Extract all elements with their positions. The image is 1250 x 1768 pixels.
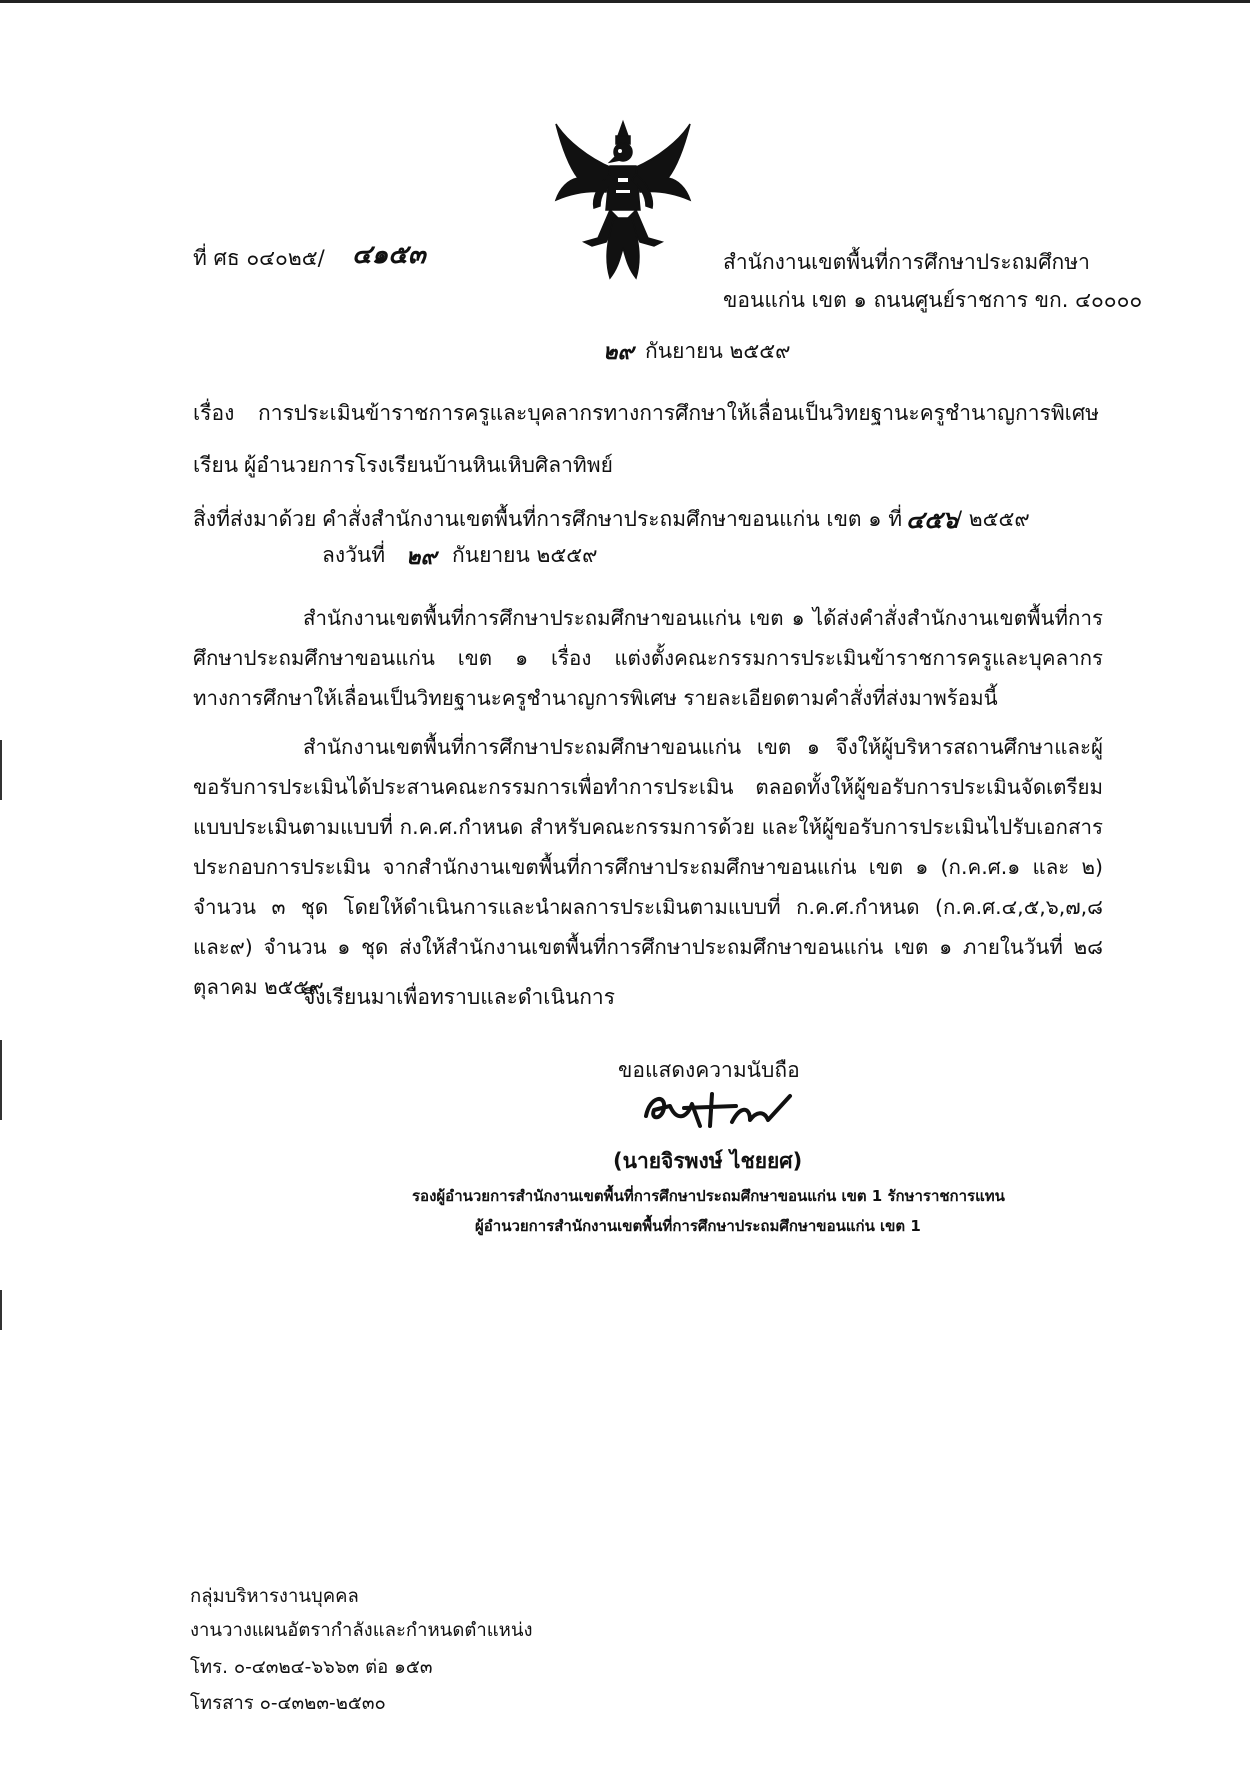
signatory-name: (นายจิรพงษ์ ไชยยศ) — [613, 1149, 803, 1173]
scan-mark — [0, 740, 2, 800]
enclosure-date-prefix: ลงวันที่ — [322, 543, 386, 567]
closing-line: จึงเรียนมาเพื่อทราบและดำเนินการ — [303, 985, 615, 1009]
enclosure-number-handwritten: ๔๕๖ — [906, 505, 958, 534]
signatory-position-line2: ผู้อำนวยการสำนักงานเขตพื้นที่การศึกษาประถมศึกษาขอนแก่น เขต 1 — [475, 1217, 921, 1235]
subject-label: เรื่อง — [193, 401, 235, 425]
recipient-text: ผู้อำนวยการโรงเรียนบ้านหินเหิบศิลาทิพย์ — [244, 453, 613, 477]
body-paragraph-1-text: สำนักงานเขตพื้นที่การศึกษาประถมศึกษาขอนแก่น เขต ๑ ได้ส่งคำสั่งสำนักงานเขตพื้นที่การศึกษาประถมศึกษาขอนแก่น เขต ๑ เรื่อง แต่งตั้งคณะกรรมการประเมินข้าราชการครูและบุคลากรทางการศึกษาให้เลื่อนเป็นวิทยฐานะครูชำนาญการพิเศษ รายละเอียดตามคำสั่งที่ส่งมาพร้อมนี้ — [193, 606, 1103, 710]
footer-fax: โทรสาร ๐-๔๓๒๓-๒๕๓๐ — [190, 1693, 386, 1714]
reference-number-handwritten: ๔๑๕๓ — [352, 240, 426, 270]
letter-date: กันยายน ๒๕๕๙ — [645, 339, 791, 363]
enclosure-year: / ๒๕๕๙ — [955, 507, 1030, 531]
recipient-label: เรียน — [193, 453, 239, 477]
scan-mark — [0, 1290, 2, 1330]
enclosure-text: คำสั่งสำนักงานเขตพื้นที่การศึกษาประถมศึกษาขอนแก่น เขต ๑ ที่ — [322, 507, 903, 531]
footer-section: งานวางแผนอัตรากำลังและกำหนดตำแหน่ง — [190, 1620, 533, 1641]
body-paragraph-2 — [193, 727, 1103, 1007]
garuda-emblem — [548, 118, 698, 283]
date-day-handwritten: ๒๙ — [603, 339, 634, 365]
enclosure-date-handwritten: ๒๙ — [406, 544, 437, 570]
enclosure-date-suffix: กันยายน ๒๕๕๙ — [452, 543, 598, 567]
body-paragraph-2-text: สำนักงานเขตพื้นที่การศึกษาประถมศึกษาขอนแก่น เขต ๑ จึงให้ผู้บริหารสถานศึกษาและผู้ขอรับการประเมินได้ประสานคณะกรรมการเพื่อทำการประเมิน ตลอดทั้งให้ผู้ขอรับการประเมินจัดเตรียมแบบประเมินตามแบบที่ ก.ค.ศ.กำหนด สำหรับคณะกรรมการด้วย และให้ผู้ขอรับการประเมินไปรับเอกสารประกอบการประเมิน จากสำนักงานเขตพื้นที่การศึกษาประถมศึกษาขอนแก่น เขต ๑ (ก.ค.ศ.๑ และ ๒) จำนวน ๓ ชุด โดยให้ดำเนินการและนำผลการประเมินตามแบบที่ ก.ค.ศ.กำหนด (ก.ค.ศ.๔,๕,๖,๗,๘ และ๙) จำนวน ๑ ชุด ส่งให้สำนักงานเขตพื้นที่การศึกษาประถมศึกษาขอนแก่น เขต ๑ ภายในวันที่ ๒๘ ตุลาคม ๒๕๕๙ — [193, 735, 1103, 999]
footer-phone: โทร. ๐-๔๓๒๔-๖๖๖๓ ต่อ ๑๕๓ — [190, 1657, 433, 1678]
enclosure-label: สิ่งที่ส่งมาด้วย — [193, 507, 317, 531]
top-border — [0, 0, 1250, 3]
subject-text: การประเมินข้าราชการครูและบุคลากรทางการศึกษาให้เลื่อนเป็นวิทยฐานะครูชำนาญการพิเศษ — [258, 401, 1100, 425]
office-address-line2: ขอนแก่น เขต ๑ ถนนศูนย์ราชการ ขก. ๔๐๐๐๐ — [723, 288, 1143, 312]
handwritten-signature — [640, 1086, 820, 1132]
regards-text: ขอแสดงความนับถือ — [618, 1058, 800, 1082]
reference-number: ที่ ศธ ๐๔๐๒๕/ — [193, 246, 325, 270]
scan-mark — [0, 1040, 2, 1120]
body-paragraph-1 — [193, 598, 1103, 718]
signatory-position-line1: รองผู้อำนวยการสำนักงานเขตพื้นที่การศึกษาประถมศึกษาขอนแก่น เขต 1 รักษาราชการแทน — [412, 1187, 1005, 1205]
office-address-line1: สำนักงานเขตพื้นที่การศึกษาประถมศึกษา — [723, 250, 1090, 274]
footer-department: กลุ่มบริหารงานบุคคล — [190, 1586, 359, 1607]
